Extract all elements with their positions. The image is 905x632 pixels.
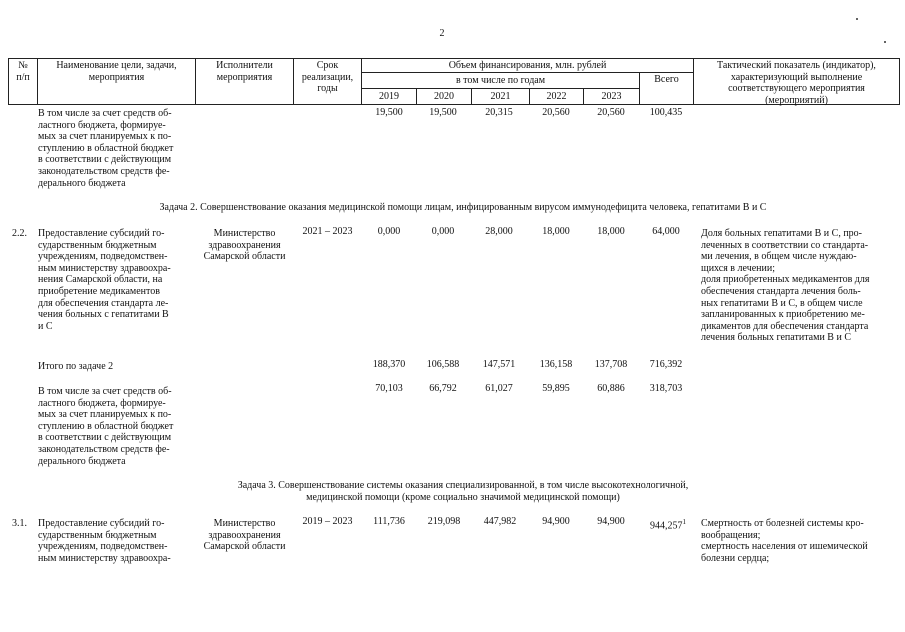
value-2023: 60,886 [597, 383, 625, 394]
row-name: В том числе за счет средств об- ластного бюджета, формируе- мых за счет планируемых к по- ступлению в областной бюджет в соответствии с действующим законодательством средств фе- дерального бюджета [38, 108, 174, 189]
task-3-title: Задача 3. Совершенствование системы оказания специализированной, в том числе высокотехнологичной, [237, 480, 689, 491]
value-2021: 61,027 [485, 383, 513, 394]
row-name: В том числе за счет средств об- ластного бюджета, формируе- мых за счет планируемых к по- ступлению в областной бюджет в соответствии с действующим законодательством средств фе- дерального бюджета [38, 386, 174, 467]
header-name: Наименование цели, задачи, мероприятия [56, 60, 177, 83]
header-year-2020: 2020 [434, 91, 454, 102]
value-2023: 94,900 [597, 516, 625, 527]
value-2020: 219,098 [427, 516, 461, 527]
row-name: Предоставление субсидий го- сударственным бюджетным учреждениям, подведомствен- ным министерству здравоохра- нения Самарской области, на приобретение медикаментов для обеспечения стандарта ле- чения больных с гепатитами В и С [38, 228, 171, 332]
page-number: 2 [439, 28, 445, 39]
row-indicator: Доля больных гепатитами В и С, про- леченных в соответствии со стандарта- ми лечения, в общем числе нуждаю- щихся в лечении; доля приобретенных медикаментов для обеспечения стандарта лечения боль- ных гепатитами В и С, в общем числе запланированных к приобретению ме- дикаментов для обеспечения стандарта лечения больных гепатитами В и С [701, 228, 870, 344]
header-indicator: Тактический показатель (индикатор), характеризующий выполнение соответствующего мероприятия (мероприятий) [717, 60, 876, 106]
value-2022: 59,895 [542, 383, 570, 394]
task-2-title: Задача 2. Совершенствование оказания медицинской помощи лицам, инфицированным вирусом иммунодефицита человека, гепатитами В и С [159, 202, 767, 213]
header-year-2023: 2023 [601, 91, 622, 102]
value-total: 318,703 [649, 383, 683, 394]
value-2022: 18,000 [542, 226, 570, 237]
header-term: Срок реализации, годы [301, 60, 354, 95]
value-2023: 137,708 [594, 359, 628, 370]
value-2019: 70,103 [375, 383, 403, 394]
header-total: Всего [654, 74, 679, 85]
value-2020: 66,792 [429, 383, 457, 394]
scan-speck [884, 41, 886, 43]
header-year-2019: 2019 [379, 91, 399, 102]
header-num: № п/п [16, 60, 30, 83]
value-total: 716,392 [649, 359, 683, 370]
value-total-cell [642, 516, 694, 532]
value-2021: 28,000 [485, 226, 513, 237]
scan-speck [856, 18, 858, 20]
header-year-2022: 2022 [546, 91, 567, 102]
row-number: 2.2. [12, 228, 27, 239]
header-executors: Исполнители мероприятия [216, 60, 273, 83]
header-year-2021: 2021 [490, 91, 511, 102]
header-financing: Объем финансирования, млн. рублей [448, 60, 607, 71]
header-by-year: в том числе по годам [455, 75, 546, 86]
value-total: 944,257 [650, 520, 683, 532]
value-2021: 447,982 [483, 516, 517, 527]
value-2021: 20,315 [485, 107, 513, 118]
value-total: 100,435 [649, 107, 683, 118]
value-2020: 106,588 [426, 359, 460, 370]
value-2019: 188,370 [372, 359, 406, 370]
row-number: 3.1. [12, 518, 27, 529]
value-2023: 20,560 [597, 107, 625, 118]
value-2020: 19,500 [429, 107, 457, 118]
row-indicator: Смертность от болезней системы кро- вообращения; смертность населения от ишемической болезни сердца; [701, 518, 868, 564]
value-2023: 18,000 [597, 226, 625, 237]
value-2019: 111,736 [373, 516, 405, 527]
row-term: 2021 – 2023 [302, 226, 353, 237]
task-3-title-cont: медицинской помощи (кроме социально значимой медицинской помощи) [306, 492, 620, 503]
value-2020: 0,000 [431, 226, 455, 237]
value-2022: 20,560 [542, 107, 570, 118]
row-name: Итого по задаче 2 [38, 361, 114, 372]
value-total: 64,000 [652, 226, 680, 237]
value-2021: 147,571 [482, 359, 516, 370]
row-executor: Министерство здравоохранения Самарской области [203, 228, 286, 263]
value-2022: 94,900 [542, 516, 570, 527]
row-term: 2019 – 2023 [302, 516, 353, 527]
value-2022: 136,158 [539, 359, 573, 370]
footnote-marker: 1 [682, 518, 686, 526]
row-name: Предоставление субсидий го- сударственным бюджетным учреждениям, подведомствен- ным министерству здравоохра- [38, 518, 171, 564]
value-2019: 0,000 [377, 226, 401, 237]
row-executor: Министерство здравоохранения Самарской области [203, 518, 286, 553]
value-2019: 19,500 [375, 107, 403, 118]
